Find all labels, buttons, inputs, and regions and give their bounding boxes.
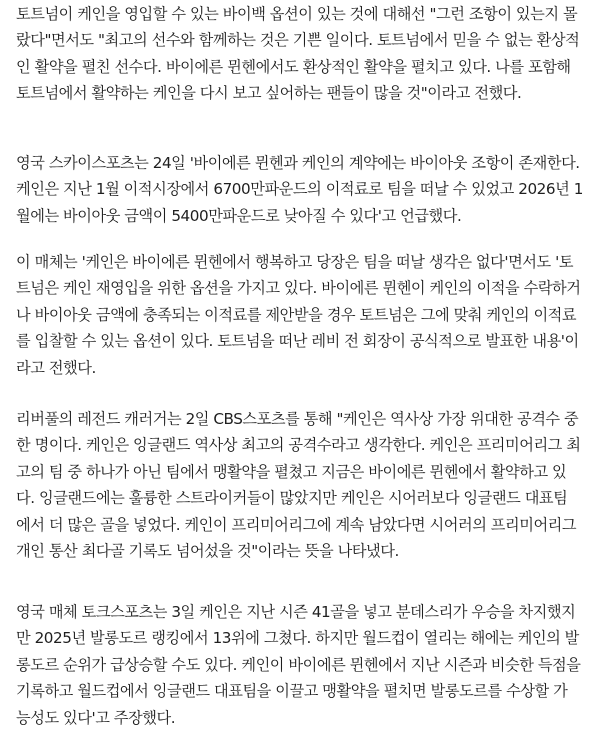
paragraph-line: 토트넘에서 활약하는 케인을 다시 보고 싶어하는 팬들이 많을 것"이라고 전했다. (16, 84, 522, 103)
paragraph-line: 영국 매체 토크스포츠는 3일 케인은 지난 시즌 41골을 넣고 분데스리가 우승을 차지했지 (16, 603, 576, 621)
paragraph-line: 개인 통산 최다골 기록도 넘어섰을 것"이라는 뜻을 나타냈다. (16, 541, 399, 560)
paragraph-line: 를 입찰할 수 있는 옵션이 있다. 토트넘을 떠난 레비 전 회장이 공식적으로 발표한 내용'이 (16, 332, 579, 351)
article-paragraph-1 (16, 1, 579, 107)
paragraph-line: 한 명이다. 케인은 잉글랜드 역사상 최고의 공격수라고 생각한다. 케인은 프리미어리그 최 (16, 436, 581, 455)
paragraph-line: 능성도 있다'고 주장했다. (16, 708, 176, 727)
paragraph-line: 만 2025년 발롱도르 랭킹에서 13위에 그쳤다. 하지만 월드컵이 열리는 해에는 케인의 발 (16, 629, 579, 648)
paragraph-line: 영국 스카이스포츠는 24일 '바이에른 뮌헨과 케인의 계약에는 바이아웃 조항이 존재한다. (16, 154, 580, 172)
paragraph-line: 고의 팀 중 하나가 아닌 팀에서 맹활약을 펼쳤고 지금은 바이에른 뮌헨에서 활약하고 있 (16, 462, 567, 481)
article-paragraph-3 (16, 249, 581, 381)
paragraph-line: 케인은 지난 1월 이적시장에서 6700만파운드의 이적료로 팀을 떠날 수 있었고 2026년 1 (16, 180, 583, 199)
paragraph-line: 인 활약을 펼친 선수다. 바이에른 뮌헨에서도 환상적인 활약을 펼치고 있다. 나를 포함해 (16, 57, 571, 76)
paragraph-line: 트넘은 케인 재영입을 위한 옵션을 가지고 있다. 바이에른 뮌헨이 케인의 이적을 수락하거 (16, 279, 581, 298)
paragraph-line: 토트넘이 케인을 영입할 수 있는 바이백 옵션이 있는 것에 대해선 "그런 조항이 있는지 몰 (16, 5, 578, 23)
paragraph-line: 다. 잉글랜드에는 훌륭한 스트라이커들이 많았지만 케인은 시어러보다 잉글랜드 대표팀 (16, 489, 568, 508)
article-paragraph-5 (16, 599, 581, 731)
paragraph-line: 라고 전했다. (16, 358, 96, 377)
paragraph-line: 월에는 바이아웃 금액이 5400만파운드로 낮아질 수 있다'고 언급했다. (16, 206, 462, 225)
paragraph-line: 기록하고 월드컵에서 잉글랜드 대표팀을 이끌고 맹활약을 펼치면 발롱도르를 수상할 가 (16, 682, 568, 701)
article-paragraph-4 (16, 406, 581, 564)
paragraph-line: 롱도르 순위가 급상승할 수도 있다. 케인이 바이에른 뮌헨에서 지난 시즌과 비슷한 득점을 (16, 655, 581, 674)
paragraph-line: 랐다"면서도 "최고의 선수와 함께하는 것은 기쁜 일이다. 토트넘에서 믿을 수 없는 환상적 (16, 31, 580, 50)
paragraph-line: 리버풀의 레전드 캐러거는 2일 CBS스포츠를 통해 "케인은 역사상 가장 위대한 공격수 중 (16, 410, 579, 428)
paragraph-line: 에서 더 많은 골을 넣었다. 케인이 프리미어리그에 계속 남았다면 시어러의 프리미어리그 (16, 515, 577, 534)
article-paragraph-2 (16, 150, 583, 229)
paragraph-line: 이 매체는 '케인은 바이에른 뮌헨에서 행복하고 당장은 팀을 떠날 생각은 없다'면서도 '토 (16, 253, 574, 271)
paragraph-line: 나 바이아웃 금액에 충족되는 이적료를 제안받을 경우 토트넘은 그에 맞춰 케인의 이적료 (16, 305, 577, 324)
